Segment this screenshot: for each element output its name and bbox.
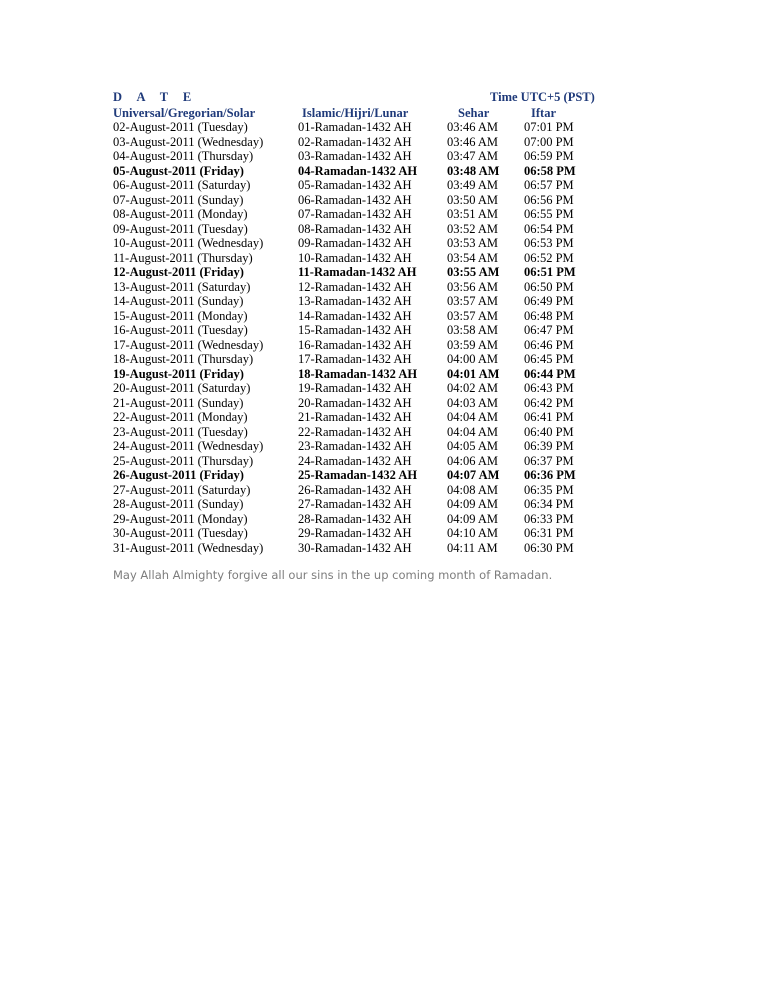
- sehar-time-cell: 03:54 AM: [447, 250, 499, 265]
- gregorian-date-cell: 02-August-2011 (Tuesday): [113, 120, 248, 134]
- table-row: [0, 236, 768, 251]
- gregorian-date-cell: 20-August-2011 (Saturday): [113, 381, 251, 395]
- sehar-time-cell: 04:01 AM: [447, 366, 500, 381]
- iftar-time-cell: 06:30 PM: [524, 540, 574, 555]
- sehar-time-cell: 04:11 AM: [447, 540, 498, 555]
- hijri-date-cell: 23-Ramadan-1432 AH: [298, 439, 412, 453]
- hijri-date-cell: 03-Ramadan-1432 AH: [298, 149, 412, 163]
- hijri-date-cell: 01-Ramadan-1432 AH: [298, 120, 412, 134]
- sehar-time-cell: 03:48 AM: [447, 163, 500, 178]
- iftar-time-cell: 06:53 PM: [524, 236, 574, 250]
- sehar-time-cell: 04:00 AM: [447, 352, 499, 366]
- hijri-date-cell: 04-Ramadan-1432 AH: [298, 163, 418, 178]
- iftar-time-cell: 06:56 PM: [524, 192, 574, 207]
- table-row: [0, 309, 768, 324]
- gregorian-date-cell: 31-August-2011 (Wednesday): [113, 540, 264, 555]
- table-row: [0, 483, 768, 498]
- sehar-time-cell: 03:46 AM: [447, 120, 499, 134]
- sehar-time-cell: 04:07 AM: [447, 468, 500, 482]
- table-row: [0, 526, 768, 541]
- gregorian-date-cell: 06-August-2011 (Saturday): [113, 178, 251, 192]
- hijri-date-cell: 13-Ramadan-1432 AH: [298, 294, 412, 308]
- iftar-time-cell: 06:31 PM: [524, 526, 574, 540]
- gregorian-date-cell: 29-August-2011 (Monday): [113, 511, 248, 526]
- timetable-rows: [0, 120, 768, 555]
- table-row: [0, 323, 768, 338]
- sehar-time-cell: 04:10 AM: [447, 526, 499, 540]
- table-row: [0, 454, 768, 469]
- hijri-date-cell: 18-Ramadan-1432 AH: [298, 366, 418, 381]
- gregorian-date-cell: 21-August-2011 (Sunday): [113, 395, 244, 410]
- sehar-time-cell: 03:57 AM: [447, 308, 499, 323]
- hijri-date-cell: 22-Ramadan-1432 AH: [298, 424, 412, 439]
- iftar-time-cell: 06:46 PM: [524, 337, 574, 352]
- table-row: [0, 425, 768, 440]
- hijri-date-cell: 16-Ramadan-1432 AH: [298, 337, 412, 352]
- iftar-time-cell: 07:01 PM: [524, 120, 574, 134]
- table-row: [0, 280, 768, 295]
- iftar-time-cell: 06:55 PM: [524, 207, 574, 221]
- hijri-date-cell: 05-Ramadan-1432 AH: [298, 178, 412, 192]
- gregorian-date-cell: 07-August-2011 (Sunday): [113, 192, 244, 207]
- iftar-column-header: Iftar: [531, 106, 556, 120]
- gregorian-date-cell: 13-August-2011 (Saturday): [113, 279, 251, 294]
- table-row: [0, 265, 768, 280]
- iftar-time-cell: 07:00 PM: [524, 134, 574, 149]
- sehar-time-cell: 03:58 AM: [447, 323, 499, 337]
- table-row: [0, 497, 768, 512]
- table-row: [0, 541, 768, 556]
- sehar-time-cell: 04:02 AM: [447, 381, 499, 395]
- gregorian-date-cell: 18-August-2011 (Thursday): [113, 352, 254, 366]
- footer-message: May Allah Almighty forgive all our sins in the up coming month of Ramadan.: [113, 568, 553, 582]
- hijri-date-cell: 24-Ramadan-1432 AH: [298, 453, 412, 468]
- gregorian-date-cell: 30-August-2011 (Tuesday): [113, 526, 248, 540]
- hijri-date-cell: 27-Ramadan-1432 AH: [298, 497, 412, 511]
- sehar-time-cell: 03:49 AM: [447, 178, 499, 192]
- iftar-time-cell: 06:52 PM: [524, 250, 574, 265]
- hijri-date-cell: 09-Ramadan-1432 AH: [298, 236, 412, 250]
- hijri-date-cell: 11-Ramadan-1432 AH: [298, 265, 417, 279]
- sehar-time-cell: 03:47 AM: [447, 149, 499, 163]
- iftar-time-cell: 06:48 PM: [524, 308, 574, 323]
- sehar-time-cell: 04:06 AM: [447, 453, 499, 468]
- iftar-time-cell: 06:39 PM: [524, 439, 574, 453]
- table-row: [0, 410, 768, 425]
- sehar-time-cell: 03:46 AM: [447, 134, 499, 149]
- hijri-date-cell: 29-Ramadan-1432 AH: [298, 526, 412, 540]
- hijri-date-cell: 28-Ramadan-1432 AH: [298, 511, 412, 526]
- table-row: [0, 468, 768, 483]
- iftar-time-cell: 06:35 PM: [524, 482, 574, 497]
- iftar-time-cell: 06:34 PM: [524, 497, 574, 511]
- iftar-time-cell: 06:50 PM: [524, 279, 574, 294]
- gregorian-date-cell: 11-August-2011 (Thursday): [113, 250, 253, 265]
- iftar-time-cell: 06:36 PM: [524, 468, 576, 482]
- table-row: [0, 439, 768, 454]
- gregorian-date-cell: 19-August-2011 (Friday): [113, 366, 244, 381]
- iftar-time-cell: 06:43 PM: [524, 381, 574, 395]
- gregorian-date-cell: 28-August-2011 (Sunday): [113, 497, 244, 511]
- hijri-date-cell: 02-Ramadan-1432 AH: [298, 134, 412, 149]
- hijri-date-cell: 21-Ramadan-1432 AH: [298, 410, 412, 424]
- gregorian-date-cell: 10-August-2011 (Wednesday): [113, 236, 264, 250]
- table-row: [0, 251, 768, 266]
- gregorian-date-cell: 09-August-2011 (Tuesday): [113, 221, 248, 236]
- gregorian-date-cell: 16-August-2011 (Tuesday): [113, 323, 248, 337]
- iftar-time-cell: 06:47 PM: [524, 323, 574, 337]
- hijri-date-cell: 12-Ramadan-1432 AH: [298, 279, 412, 294]
- iftar-time-cell: 06:54 PM: [524, 221, 574, 236]
- sehar-column-header: Sehar: [458, 106, 490, 120]
- sehar-time-cell: 04:05 AM: [447, 439, 499, 453]
- gregorian-date-cell: 24-August-2011 (Wednesday): [113, 439, 264, 453]
- sehar-time-cell: 03:52 AM: [447, 221, 499, 236]
- iftar-time-cell: 06:40 PM: [524, 424, 574, 439]
- sehar-time-cell: 03:57 AM: [447, 294, 499, 308]
- table-row: [0, 193, 768, 208]
- table-row: [0, 135, 768, 150]
- gregorian-date-cell: 03-August-2011 (Wednesday): [113, 134, 264, 149]
- iftar-time-cell: 06:49 PM: [524, 294, 574, 308]
- gregorian-date-cell: 22-August-2011 (Monday): [113, 410, 248, 424]
- table-row: [0, 120, 768, 135]
- table-row: [0, 396, 768, 411]
- table-row: [0, 164, 768, 179]
- hijri-date-cell: 17-Ramadan-1432 AH: [298, 352, 412, 366]
- sehar-time-cell: 03:53 AM: [447, 236, 499, 250]
- hijri-date-cell: 10-Ramadan-1432 AH: [298, 250, 412, 265]
- iftar-time-cell: 06:33 PM: [524, 511, 574, 526]
- table-row: [0, 367, 768, 382]
- sehar-time-cell: 03:55 AM: [447, 265, 500, 279]
- gregorian-date-cell: 25-August-2011 (Thursday): [113, 453, 254, 468]
- gregorian-date-cell: 12-August-2011 (Friday): [113, 265, 244, 279]
- sehar-time-cell: 04:09 AM: [447, 511, 499, 526]
- gregorian-column-header: Universal/Gregorian/Solar: [113, 106, 256, 120]
- sehar-time-cell: 04:08 AM: [447, 482, 499, 497]
- gregorian-date-cell: 08-August-2011 (Monday): [113, 207, 248, 221]
- hijri-date-cell: 30-Ramadan-1432 AH: [298, 540, 412, 555]
- sehar-time-cell: 04:04 AM: [447, 410, 499, 424]
- iftar-time-cell: 06:58 PM: [524, 163, 576, 178]
- sehar-time-cell: 03:59 AM: [447, 337, 499, 352]
- table-row: [0, 178, 768, 193]
- sehar-time-cell: 03:51 AM: [447, 207, 499, 221]
- sehar-time-cell: 03:50 AM: [447, 192, 499, 207]
- hijri-date-cell: 08-Ramadan-1432 AH: [298, 221, 412, 236]
- iftar-time-cell: 06:59 PM: [524, 149, 574, 163]
- hijri-date-cell: 07-Ramadan-1432 AH: [298, 207, 412, 221]
- hijri-date-cell: 20-Ramadan-1432 AH: [298, 395, 412, 410]
- gregorian-date-cell: 23-August-2011 (Tuesday): [113, 424, 248, 439]
- hijri-date-cell: 15-Ramadan-1432 AH: [298, 323, 412, 337]
- table-row: [0, 381, 768, 396]
- table-row: [0, 149, 768, 164]
- gregorian-date-cell: 26-August-2011 (Friday): [113, 468, 244, 482]
- table-row: [0, 222, 768, 237]
- hijri-column-header: Islamic/Hijri/Lunar: [302, 106, 409, 120]
- table-row: [0, 207, 768, 222]
- hijri-date-cell: 06-Ramadan-1432 AH: [298, 192, 412, 207]
- table-row: [0, 352, 768, 367]
- iftar-time-cell: 06:51 PM: [524, 265, 576, 279]
- iftar-time-cell: 06:44 PM: [524, 366, 576, 381]
- table-row: [0, 512, 768, 527]
- gregorian-date-cell: 17-August-2011 (Wednesday): [113, 337, 264, 352]
- table-row: [0, 338, 768, 353]
- iftar-time-cell: 06:37 PM: [524, 453, 574, 468]
- gregorian-date-cell: 04-August-2011 (Thursday): [113, 149, 254, 163]
- hijri-date-cell: 25-Ramadan-1432 AH: [298, 468, 418, 482]
- hijri-date-cell: 26-Ramadan-1432 AH: [298, 482, 412, 497]
- iftar-time-cell: 06:41 PM: [524, 410, 574, 424]
- iftar-time-cell: 06:57 PM: [524, 178, 574, 192]
- gregorian-date-cell: 05-August-2011 (Friday): [113, 163, 244, 178]
- hijri-date-cell: 14-Ramadan-1432 AH: [298, 308, 412, 323]
- sehar-time-cell: 04:03 AM: [447, 395, 499, 410]
- iftar-time-cell: 06:45 PM: [524, 352, 574, 366]
- time-zone-title: Time UTC+5 (PST): [490, 90, 595, 104]
- gregorian-date-cell: 15-August-2011 (Monday): [113, 308, 248, 323]
- gregorian-date-cell: 27-August-2011 (Saturday): [113, 482, 251, 497]
- gregorian-date-cell: 14-August-2011 (Sunday): [113, 294, 244, 308]
- table-row: [0, 294, 768, 309]
- hijri-date-cell: 19-Ramadan-1432 AH: [298, 381, 412, 395]
- sehar-time-cell: 04:04 AM: [447, 424, 499, 439]
- sehar-time-cell: 03:56 AM: [447, 279, 499, 294]
- date-title: D A T E: [113, 90, 198, 104]
- iftar-time-cell: 06:42 PM: [524, 395, 574, 410]
- sehar-time-cell: 04:09 AM: [447, 497, 499, 511]
